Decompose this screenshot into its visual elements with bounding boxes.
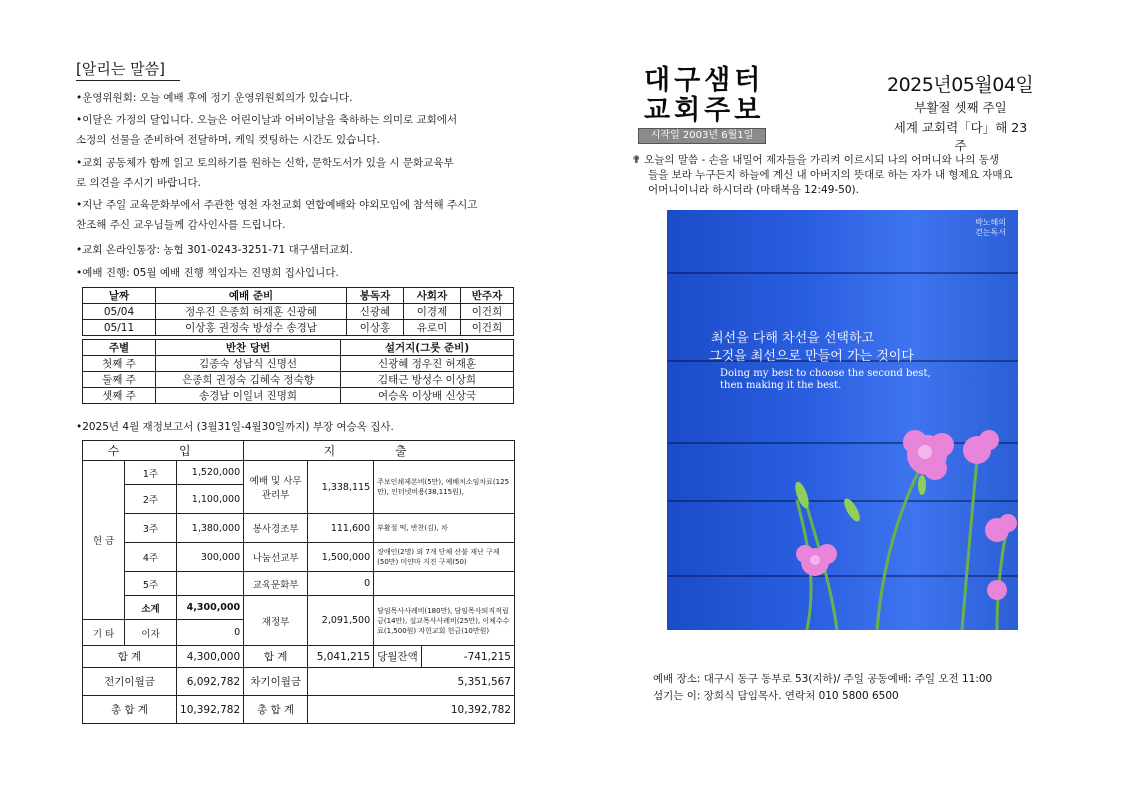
table-row bbox=[83, 543, 515, 572]
total-label: 합 계 bbox=[83, 646, 177, 668]
expense-label: 예배 및 사무관리부 bbox=[244, 461, 308, 514]
table-row bbox=[83, 388, 514, 404]
table-cell: 김종숙 성남식 신명선 bbox=[156, 356, 341, 372]
carry-row bbox=[83, 668, 515, 696]
interest-amount: 0 bbox=[177, 620, 244, 646]
week-label: 3주 bbox=[125, 514, 177, 543]
expense-amount: 1,500,000 bbox=[308, 543, 374, 572]
expense-detail bbox=[374, 572, 515, 596]
scripture-verse: ✟ 오늘의 말씀 - 손을 내밀어 제자들을 가리켜 이르시되 나의 어머니와 나의 동생 들을 보라 누구든지 하늘에 계신 내 아버지의 뜻대로 하는 자가 내 형제요 자매요 어머니이니라 하시더라 (마태복음 12:49-50). bbox=[632, 154, 1013, 196]
finance-title: •2025년 4월 재정보고서 (3월31일-4월30일까지) 부장 여승옥 집사. bbox=[76, 421, 394, 433]
balance-amount: -741,215 bbox=[421, 646, 514, 668]
table-cell: 이경제 bbox=[404, 304, 461, 320]
notice-item: •예배 진행: 05월 예배 진행 책임자는 진명희 집사입니다. bbox=[76, 267, 339, 279]
grand-expense: 10,392,782 bbox=[308, 696, 515, 724]
column-header: 설거지(그룻 준비) bbox=[341, 340, 514, 356]
finance-table bbox=[82, 440, 515, 724]
expense-total-label: 합 계 bbox=[244, 646, 308, 668]
cash-label: 헌 금 bbox=[83, 461, 125, 620]
table-cell: 김태근 방성수 이상희 bbox=[341, 372, 514, 388]
church-logo: 대구샘터 교회주보 bbox=[644, 65, 765, 126]
week-amount: 1,520,000 bbox=[177, 461, 244, 485]
table-cell: 첫째 주 bbox=[83, 356, 156, 372]
table-row bbox=[83, 514, 515, 543]
column-header: 사회자 bbox=[404, 288, 461, 304]
week-amount bbox=[177, 572, 244, 596]
grand-income: 10,392,782 bbox=[177, 696, 244, 724]
table-cell: 신광혜 bbox=[347, 304, 404, 320]
table-cell: 이상홍 bbox=[347, 320, 404, 336]
since-badge: 시작일 2003년 6월1일 bbox=[638, 128, 766, 144]
table-row bbox=[83, 596, 515, 620]
notice-title: [알리는 말씀] bbox=[76, 58, 165, 79]
expense-total: 5,041,215 bbox=[308, 646, 374, 668]
carry-in-label: 전기이월금 bbox=[83, 668, 177, 696]
table-row bbox=[83, 356, 514, 372]
table-cell: 둘째 주 bbox=[83, 372, 156, 388]
table-row bbox=[83, 320, 514, 336]
worship-location: 예배 장소: 대구시 동구 동부로 53(지하)/ 주일 공동예배: 주일 오전 11:00 bbox=[653, 673, 993, 685]
table-row bbox=[83, 461, 515, 485]
notice-item: •이달은 가정의 달입니다. 오늘은 어린이날과 어버이날을 축하하는 의미로 교회에서 소정의 선물을 준비하여 전달하며, 케잌 컷팅하는 시간도 있습니다. bbox=[76, 114, 458, 146]
table-cell: 이건희 bbox=[461, 304, 514, 320]
column-header: 봉독자 bbox=[347, 288, 404, 304]
expense-label: 봉사경조부 bbox=[244, 514, 308, 543]
carry-in-amount: 6,092,782 bbox=[177, 668, 244, 696]
carry-out-label: 차기이월금 bbox=[244, 668, 308, 696]
table-cell: 이상홍 권정숙 방성수 송경남 bbox=[156, 320, 347, 336]
column-header: 반주자 bbox=[461, 288, 514, 304]
quote-korean: 최선을 다해 차선을 선택하고 그것을 최선으로 만들어 가는 것이다 bbox=[709, 331, 914, 364]
balance-label: 당월잔액 bbox=[374, 646, 422, 668]
duty-table bbox=[82, 287, 514, 336]
finance-header-row bbox=[83, 441, 515, 461]
grand-expense-label: 총 합 계 bbox=[244, 696, 308, 724]
notice-item: •교회 공동체가 함께 읽고 토의하기를 원하는 신학, 문학도서가 있을 시 문화교육부 로 의견을 주시기 바랍니다. bbox=[76, 157, 454, 189]
table-row bbox=[83, 572, 515, 596]
subtotal-amount: 4,300,000 bbox=[177, 596, 244, 620]
week-label: 2주 bbox=[125, 485, 177, 514]
notice-item: •지난 주일 교육문화부에서 주관한 영천 자천교회 연합예배와 야외모임에 참석해 주시고 찬조해 주신 교우님들께 감사인사를 드립니다. bbox=[76, 199, 478, 231]
expense-detail: 담임목사사례비(180만), 담임목사퇴직적립금(14만), 설교목사사례비(25만), 이체수수료(1,500원) 자헌교회 헌금(10만원) bbox=[374, 596, 515, 646]
week-label: 4주 bbox=[125, 543, 177, 572]
week-amount: 1,100,000 bbox=[177, 485, 244, 514]
table-cell: 은종희 권정숙 김혜숙 정숙향 bbox=[156, 372, 341, 388]
side-dish-table bbox=[82, 339, 514, 404]
cover-photo bbox=[667, 210, 1018, 630]
expense-amount: 2,091,500 bbox=[308, 596, 374, 646]
carry-out-amount: 5,351,567 bbox=[308, 668, 515, 696]
column-header: 날짜 bbox=[83, 288, 156, 304]
footer-info bbox=[653, 671, 992, 705]
total-row bbox=[83, 646, 515, 668]
pastor-contact: 섬기는 이: 장희식 담임목사. 연락처 010 5800 6500 bbox=[653, 690, 899, 702]
grand-total-row bbox=[83, 696, 515, 724]
table-row bbox=[83, 304, 514, 320]
week-label: 5주 bbox=[125, 572, 177, 596]
liturgical-sunday: 부활절 셋째 주일 bbox=[914, 100, 1007, 115]
table-cell: 05/04 bbox=[83, 304, 156, 320]
grand-total-label: 총 합 계 bbox=[83, 696, 177, 724]
column-header: 예배 준비 bbox=[156, 288, 347, 304]
notice-item: •운영위원회: 오늘 예배 후에 정기 운영위원회의가 있습니다. bbox=[76, 92, 353, 104]
table-cell: 셋째 주 bbox=[83, 388, 156, 404]
photo-credit: 박노해의 걷는독서 bbox=[975, 218, 1006, 237]
table-cell: 05/11 bbox=[83, 320, 156, 336]
quote-english: Doing my best to choose the second best, then making it the best. bbox=[720, 368, 931, 391]
notice-item: •교회 온라인통장: 농협 301-0243-3251-71 대구샘터교회. bbox=[76, 244, 353, 256]
expense-header: 지 출 bbox=[244, 441, 515, 461]
week-amount: 1,380,000 bbox=[177, 514, 244, 543]
expense-amount: 111,600 bbox=[308, 514, 374, 543]
table-header-row bbox=[83, 340, 514, 356]
expense-detail: 부활절 떡, 반찬(김), 차 bbox=[374, 514, 515, 543]
table-cell: 송경남 이일녀 진명희 bbox=[156, 388, 341, 404]
carnation-flowers-illustration bbox=[667, 210, 1018, 630]
bulletin-date: 2025년05월04일 bbox=[887, 74, 1034, 96]
table-cell: 신광혜 정우진 허재훈 bbox=[341, 356, 514, 372]
expense-label: 재정부 bbox=[244, 596, 308, 646]
week-amount: 300,000 bbox=[177, 543, 244, 572]
subtotal-label: 소계 bbox=[125, 596, 177, 620]
week-label: 1주 bbox=[125, 461, 177, 485]
interest-label: 이자 bbox=[125, 620, 177, 646]
other-label: 기 타 bbox=[83, 620, 125, 646]
table-cell: 여승옥 이상배 신상국 bbox=[341, 388, 514, 404]
income-header: 수 입 bbox=[83, 441, 244, 461]
expense-detail: 장애인(2명) 외 7개 단체 산불 재난 구제(50만) 미얀마 지진 구제(50) bbox=[374, 543, 515, 572]
table-row bbox=[83, 372, 514, 388]
church-calendar: 세계 교회력「다」해 23주 bbox=[893, 120, 1028, 153]
table-cell: 정우진 은종희 허재훈 신광혜 bbox=[156, 304, 347, 320]
column-header: 주별 bbox=[83, 340, 156, 356]
expense-amount: 0 bbox=[308, 572, 374, 596]
income-total: 4,300,000 bbox=[177, 646, 244, 668]
expense-amount: 1,338,115 bbox=[308, 461, 374, 514]
column-header: 반찬 당번 bbox=[156, 340, 341, 356]
expense-detail: 주보인쇄제본비(5만), 예배처소임차료(125만), 인터넷비용(38,115원), bbox=[374, 461, 515, 514]
table-cell: 이건희 bbox=[461, 320, 514, 336]
expense-label: 교육문화부 bbox=[244, 572, 308, 596]
table-header-row bbox=[83, 288, 514, 304]
table-cell: 유로미 bbox=[404, 320, 461, 336]
expense-label: 나눔선교부 bbox=[244, 543, 308, 572]
